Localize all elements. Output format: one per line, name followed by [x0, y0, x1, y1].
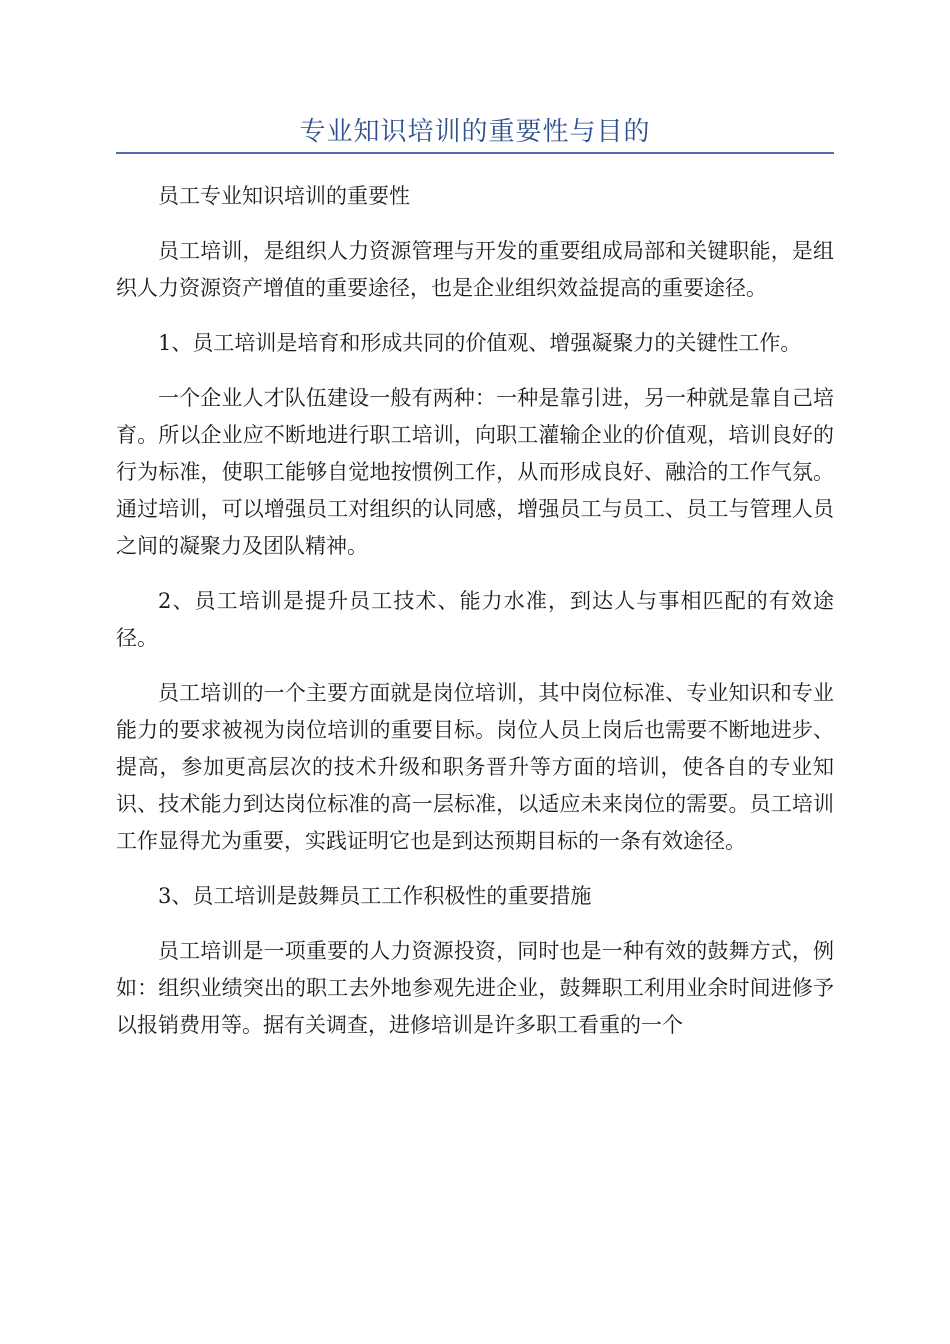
numbered-point: 2、员工培训是提升员工技术、能力水准，到达人与事相匹配的有效途径。 — [116, 589, 834, 650]
numbered-point: 3、员工培训是鼓舞员工工作积极性的重要措施 — [158, 884, 592, 908]
document-body — [116, 178, 834, 1044]
document-title: 专业知识培训的重要性与目的 — [299, 117, 651, 147]
paragraph: 员工培训，是组织人力资源管理与开发的重要组成局部和关键职能，是组织人力资源资产增值的重要途径，也是企业组织效益提高的重要途径。 — [116, 239, 834, 300]
section-heading: 员工专业知识培训的重要性 — [158, 184, 410, 208]
document-page — [116, 0, 834, 1062]
paragraph: 一个企业人才队伍建设一般有两种：一种是靠引进，另一种就是靠自己培育。所以企业应不断地进行职工培训，向职工灌输企业的价值观，培训良好的行为标准，使职工能够自觉地按惯例工作，从而形成良好、融洽的工作气氛。通过培训，可以增强员工对组织的认同感，增强员工与员工、员工与管理人员之间的凝聚力及团队精神。 — [116, 386, 834, 558]
paragraph: 员工培训的一个主要方面就是岗位培训，其中岗位标准、专业知识和专业能力的要求被视为岗位培训的重要目标。岗位人员上岗后也需要不断地进步、提高，参加更高层次的技术升级和职务晋升等方面的培训，使各自的专业知识、技术能力到达岗位标准的高一层标准，以适应未来岗位的需要。员工培训工作显得尤为重要，实践证明它也是到达预期目标的一条有效途径。 — [116, 681, 834, 853]
paragraph: 员工培训是一项重要的人力资源投资，同时也是一种有效的鼓舞方式，例如：组织业绩突出的职工去外地参观先进企业，鼓舞职工利用业余时间进修予以报销费用等。据有关调查，进修培训是许多职工看重的一个 — [116, 939, 834, 1037]
title-underline — [116, 152, 834, 154]
numbered-point: 1、员工培训是培育和形成共同的价值观、增强凝聚力的关键性工作。 — [158, 331, 802, 355]
